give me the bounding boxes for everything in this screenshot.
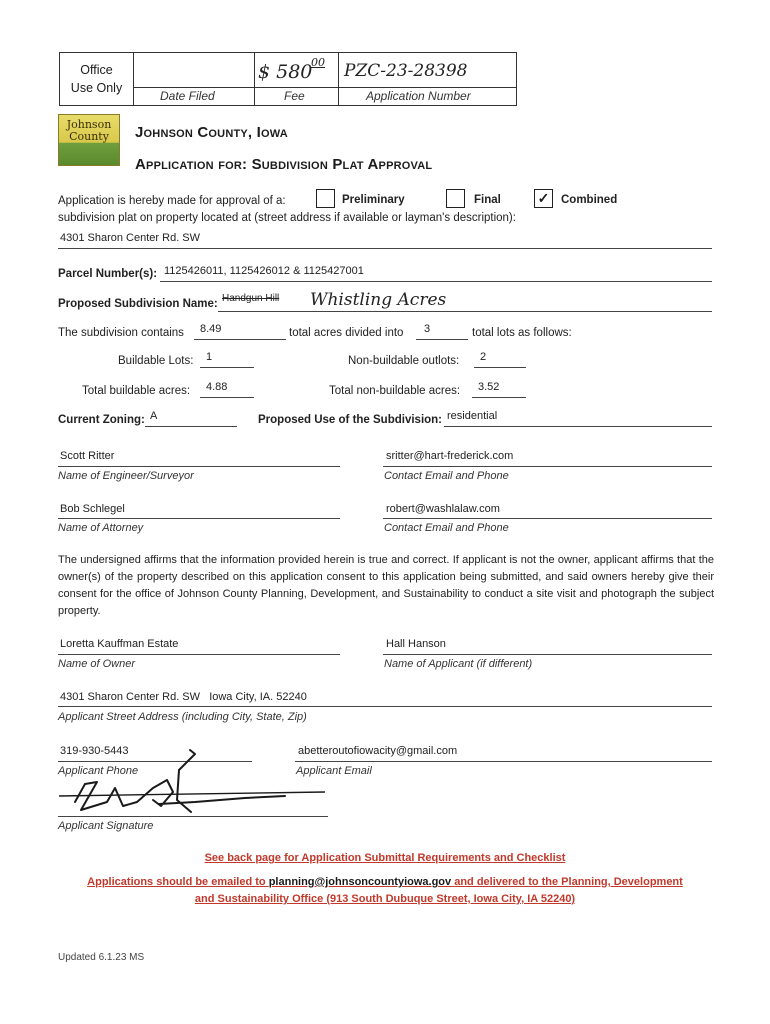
subdivision-name-struck: Handgun Hill <box>222 293 280 304</box>
owner-value: Loretta Kauffman Estate <box>60 638 179 650</box>
submission-line-1 <box>0 876 770 888</box>
buildable-acres-label: Total buildable acres: <box>82 385 191 397</box>
address-value: 4301 Sharon Center Rd. SW Iowa City, IA. 52240 <box>60 691 307 703</box>
county-heading: Johnson County, Iowa <box>135 124 288 141</box>
total-lots-value: 3 <box>424 323 431 335</box>
date-filed-label: Date Filed <box>160 89 215 103</box>
current-zoning-label: Current Zoning: <box>58 414 145 426</box>
preliminary-checkbox[interactable] <box>316 189 335 208</box>
proposed-use-label: Proposed Use of the Subdivision: <box>258 414 443 426</box>
engineer-contact-label: Contact Email and Phone <box>384 470 509 482</box>
application-number-handwritten: PZC-23-28398 <box>344 61 468 81</box>
emailed-suffix: and delivered to the Planning, Development <box>454 876 683 888</box>
office-address-line: and Sustainability Office (913 South Dubuque Street, Iowa City, IA 52240) <box>194 893 576 905</box>
location-value: 4301 Sharon Center Rd. SW <box>60 232 201 244</box>
owner-label: Name of Owner <box>58 658 136 670</box>
engineer-value: Scott Ritter <box>60 450 115 462</box>
combined-label: Combined <box>561 194 618 206</box>
current-zoning-value: A <box>150 410 158 422</box>
total-acres-value: 8.49 <box>200 323 222 335</box>
final-checkbox[interactable] <box>446 189 465 208</box>
emailed-prefix: Applications should be emailed to <box>87 876 266 888</box>
engineer-label: Name of Engineer/Surveyor <box>58 470 194 482</box>
address-label: Applicant Street Address (including City, State, Zip) <box>58 711 307 723</box>
acres-suffix: total lots as follows: <box>472 327 572 339</box>
nonbuildable-acres-label: Total non-buildable acres: <box>329 385 461 397</box>
johnson-county-logo <box>58 114 120 166</box>
applicant-signature <box>55 740 345 820</box>
check-mark-icon: ✓ <box>537 190 550 206</box>
email-value: abetteroutofiowacity@gmail.com <box>298 745 458 757</box>
signature-label: Applicant Signature <box>58 820 154 832</box>
engineer-contact-value: sritter@hart-frederick.com <box>386 450 514 462</box>
subdivision-name-value: Whistling Acres <box>310 290 447 310</box>
location-text: subdivision plat on property located at (street address if available or layman's description): <box>58 212 516 224</box>
nonbuildable-outlots-value: 2 <box>480 351 487 363</box>
logo-line2: County <box>69 130 109 143</box>
attorney-value: Bob Schlegel <box>60 503 125 515</box>
fee-cents-handwritten: 00 <box>311 56 325 69</box>
form-title: Application for: Subdivision Plat Approval <box>135 156 433 173</box>
office-use-label <box>60 53 134 105</box>
affirmation-text: The undersigned affirms that the information provided herein is true and correct. If applicant is not the owner, applicant affirms that the owner(s) of the property described on this application consent to this application being submitted, and said owners hereby give their consent for the office of Johnson County Planning, Development, and Sustainability to conduct a site visit and photograph the subject property. <box>58 554 714 617</box>
buildable-lots-value: 1 <box>206 351 213 363</box>
email-label: Applicant Email <box>296 765 372 777</box>
fee-label: Fee <box>284 89 305 103</box>
proposed-use-value: residential <box>447 410 498 422</box>
parcel-value: 1125426011, 1125426012 & 1125427001 <box>164 265 364 277</box>
buildable-acres-value: 4.88 <box>206 381 228 393</box>
final-label: Final <box>474 194 501 206</box>
preliminary-label: Preliminary <box>342 194 405 206</box>
planning-email-link[interactable]: planning@johnsoncountyiowa.gov <box>268 876 452 888</box>
application-intro: Application is hereby made for approval of a: <box>58 195 286 207</box>
applicant-value: Hall Hanson <box>386 638 446 650</box>
nonbuildable-acres-value: 3.52 <box>478 381 500 393</box>
applicant-label: Name of Applicant (if different) <box>384 658 533 670</box>
nonbuildable-outlots-label: Non-buildable outlots: <box>348 355 460 367</box>
parcel-label: Parcel Number(s): <box>58 268 158 280</box>
phone-value: 319-930-5443 <box>60 745 129 757</box>
office-label-line1: Office <box>80 63 113 77</box>
acres-middle: total acres divided into <box>289 327 404 339</box>
application-number-label: Application Number <box>366 89 471 103</box>
attorney-contact-label: Contact Email and Phone <box>384 522 509 534</box>
back-page-note: See back page for Application Submittal Requirements and Checklist <box>204 852 566 864</box>
office-label-line2: Use Only <box>70 81 123 95</box>
subdivision-name-label: Proposed Subdivision Name: <box>58 298 218 310</box>
updated-note: Updated 6.1.23 MS <box>58 952 145 963</box>
combined-checkbox[interactable] <box>534 189 553 208</box>
fee-handwritten: $ 580 <box>258 61 313 83</box>
attorney-label: Name of Attorney <box>58 522 144 534</box>
acres-prefix: The subdivision contains <box>58 327 184 339</box>
logo-line1: Johnson <box>66 118 112 131</box>
phone-label: Applicant Phone <box>58 765 139 777</box>
buildable-lots-label: Buildable Lots: <box>118 355 194 367</box>
attorney-contact-value: robert@washlalaw.com <box>386 503 500 515</box>
